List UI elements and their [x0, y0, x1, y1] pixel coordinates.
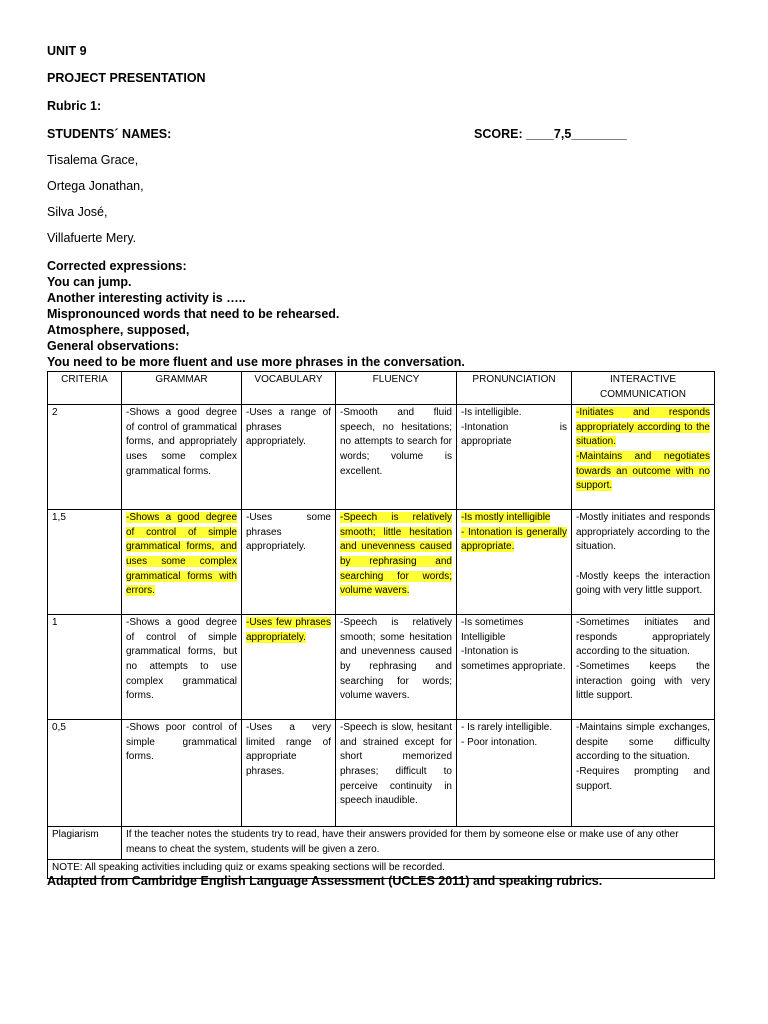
fluency-cell: -Speech is relatively smooth; some hesitation and unevenness caused by rephrasing and searching for words; volume wavers.: [336, 615, 457, 720]
interactive-cell: [572, 510, 715, 615]
rubric-table: [47, 371, 715, 879]
pronunciation-line: -Intonation is appropriate: [461, 421, 567, 448]
table-row: [48, 405, 715, 510]
student-name: Villafuerte Mery.: [47, 231, 137, 245]
interactive-line: [576, 450, 710, 494]
pronunciation-cell: [457, 405, 572, 510]
interactive-cell: [572, 615, 715, 720]
vocabulary-cell: -Uses a range of phrases appropriately.: [242, 405, 336, 510]
score-cell: 1: [48, 615, 122, 720]
highlighted-text: -Maintains and negotiates towards an outcome with no support.: [576, 450, 710, 492]
table-header-row: [48, 372, 715, 405]
corrected-title: Corrected expressions:: [47, 259, 187, 273]
interactive-line: [576, 406, 710, 450]
rubric-title: Rubric 1:: [47, 99, 102, 113]
interactive-line: -Mostly initiates and responds appropriately according to the situation.: [576, 512, 710, 553]
fluency-cell: -Speech is slow, hesitant and strained except for short memorized phrases; difficult to perceive continuity in speech inaudible.: [336, 720, 457, 827]
col-header-fluency: FLUENCY: [336, 372, 457, 405]
table-row: [48, 510, 715, 615]
table-row: [48, 720, 715, 827]
interactive-cell: [572, 405, 715, 510]
vocabulary-cell: [242, 615, 336, 720]
col-header-interactive: INTERACTIVE COMMUNICATION: [572, 372, 715, 405]
project-title: PROJECT PRESENTATION: [47, 71, 206, 85]
col-header-vocabulary: VOCABULARY: [242, 372, 336, 405]
fluency-cell: [336, 510, 457, 615]
score-cell: 1,5: [48, 510, 122, 615]
highlighted-text: -Speech is relatively smooth; little hesitation and unevenness caused by rephrasing and searching for words; volume wavers.: [340, 512, 452, 597]
col-header-criteria: CRITERIA: [48, 372, 122, 405]
corrected-expression: Another interesting activity is …..: [47, 291, 246, 305]
students-label: STUDENTS´ NAMES:: [47, 127, 172, 141]
pronunciation-line: -Is intelligible.: [461, 407, 522, 419]
pronunciation-line: -Is sometimes Intelligible: [461, 617, 524, 643]
table-row: [48, 615, 715, 720]
pronunciation-cell: [457, 720, 572, 827]
interactive-line: -Sometimes initiates and responds appropriately according to the situation.: [576, 617, 710, 658]
highlighted-text: - Intonation is generally appropriate.: [461, 526, 567, 553]
highlighted-text: -Shows a good degree of control of simple grammatical forms, and uses some complex grammatical forms with errors.: [126, 512, 237, 597]
grammar-cell: -Shows a good degree of control of grammatical forms, and appropriately uses some complex grammatical forms.: [122, 405, 242, 510]
highlighted-text: -Is mostly intelligible: [461, 512, 551, 524]
plagiarism-label: Plagiarism: [48, 827, 122, 860]
pronunciation-cell: [457, 510, 572, 615]
score-cell: 2: [48, 405, 122, 510]
interactive-line: -Mostly keeps the interaction going with very little support.: [576, 570, 710, 597]
highlighted-text: -Initiates and responds appropriately according to the situation.: [576, 407, 710, 448]
pronunciation-line: -Intonation is sometimes appropriate.: [461, 646, 566, 672]
student-name: Silva José,: [47, 205, 108, 219]
score-field: SCORE: ____7,5________: [474, 127, 627, 141]
corrected-expression: You can jump.: [47, 275, 132, 289]
highlighted-text: -Uses few phrases appropriately.: [246, 617, 331, 643]
note-text: NOTE: All speaking activities including quiz or exams speaking sections will be recorded.: [48, 860, 715, 879]
interactive-line: -Requires prompting and support.: [576, 765, 710, 792]
fluency-cell: -Smooth and fluid speech, no hesitations; no attempts to search for words; volume is excellent.: [336, 405, 457, 510]
vocabulary-cell: -Uses some phrases appropriately.: [242, 510, 336, 615]
footer-source: Adapted from Cambridge English Language Assessment (UCLES 2011) and speaking rubrics.: [47, 874, 603, 888]
mispronounced-words: Atmosphere, supposed,: [47, 323, 190, 337]
pronunciation-line: [461, 526, 567, 555]
col-header-grammar: GRAMMAR: [122, 372, 242, 405]
student-name: Ortega Jonathan,: [47, 179, 144, 193]
pronunciation-line: - Poor intonation.: [461, 736, 538, 748]
interactive-line: -Sometimes keeps the interaction going with very little support.: [576, 660, 710, 702]
plagiarism-row: [48, 827, 715, 860]
general-observations-text: You need to be more fluent and use more phrases in the conversation.: [47, 355, 465, 369]
pronunciation-cell: [457, 615, 572, 720]
score-cell: 0,5: [48, 720, 122, 827]
grammar-cell: [122, 510, 242, 615]
mispronounced-title: Mispronounced words that need to be rehearsed.: [47, 307, 340, 321]
student-name: Tisalema Grace,: [47, 153, 139, 167]
pronunciation-line: [461, 511, 567, 526]
grammar-cell: -Shows a good degree of control of simple grammatical forms, but no attempts to use complex grammatical forms.: [122, 615, 242, 720]
plagiarism-text: If the teacher notes the students try to read, have their answers provided for them by someone else or make use of any other means to cheat the system, students will be given a zero.: [122, 827, 715, 860]
general-observations-title: General observations:: [47, 339, 179, 353]
grammar-cell: -Shows poor control of simple grammatical forms.: [122, 720, 242, 827]
interactive-line: -Maintains simple exchanges, despite some difficulty according to the situation.: [576, 722, 710, 763]
interactive-cell: [572, 720, 715, 827]
unit-title: UNIT 9: [47, 44, 87, 58]
pronunciation-line: - Is rarely intelligible.: [461, 722, 553, 734]
col-header-pronunciation: PRONUNCIATION: [457, 372, 572, 405]
vocabulary-cell: -Uses a very limited range of appropriate phrases.: [242, 720, 336, 827]
